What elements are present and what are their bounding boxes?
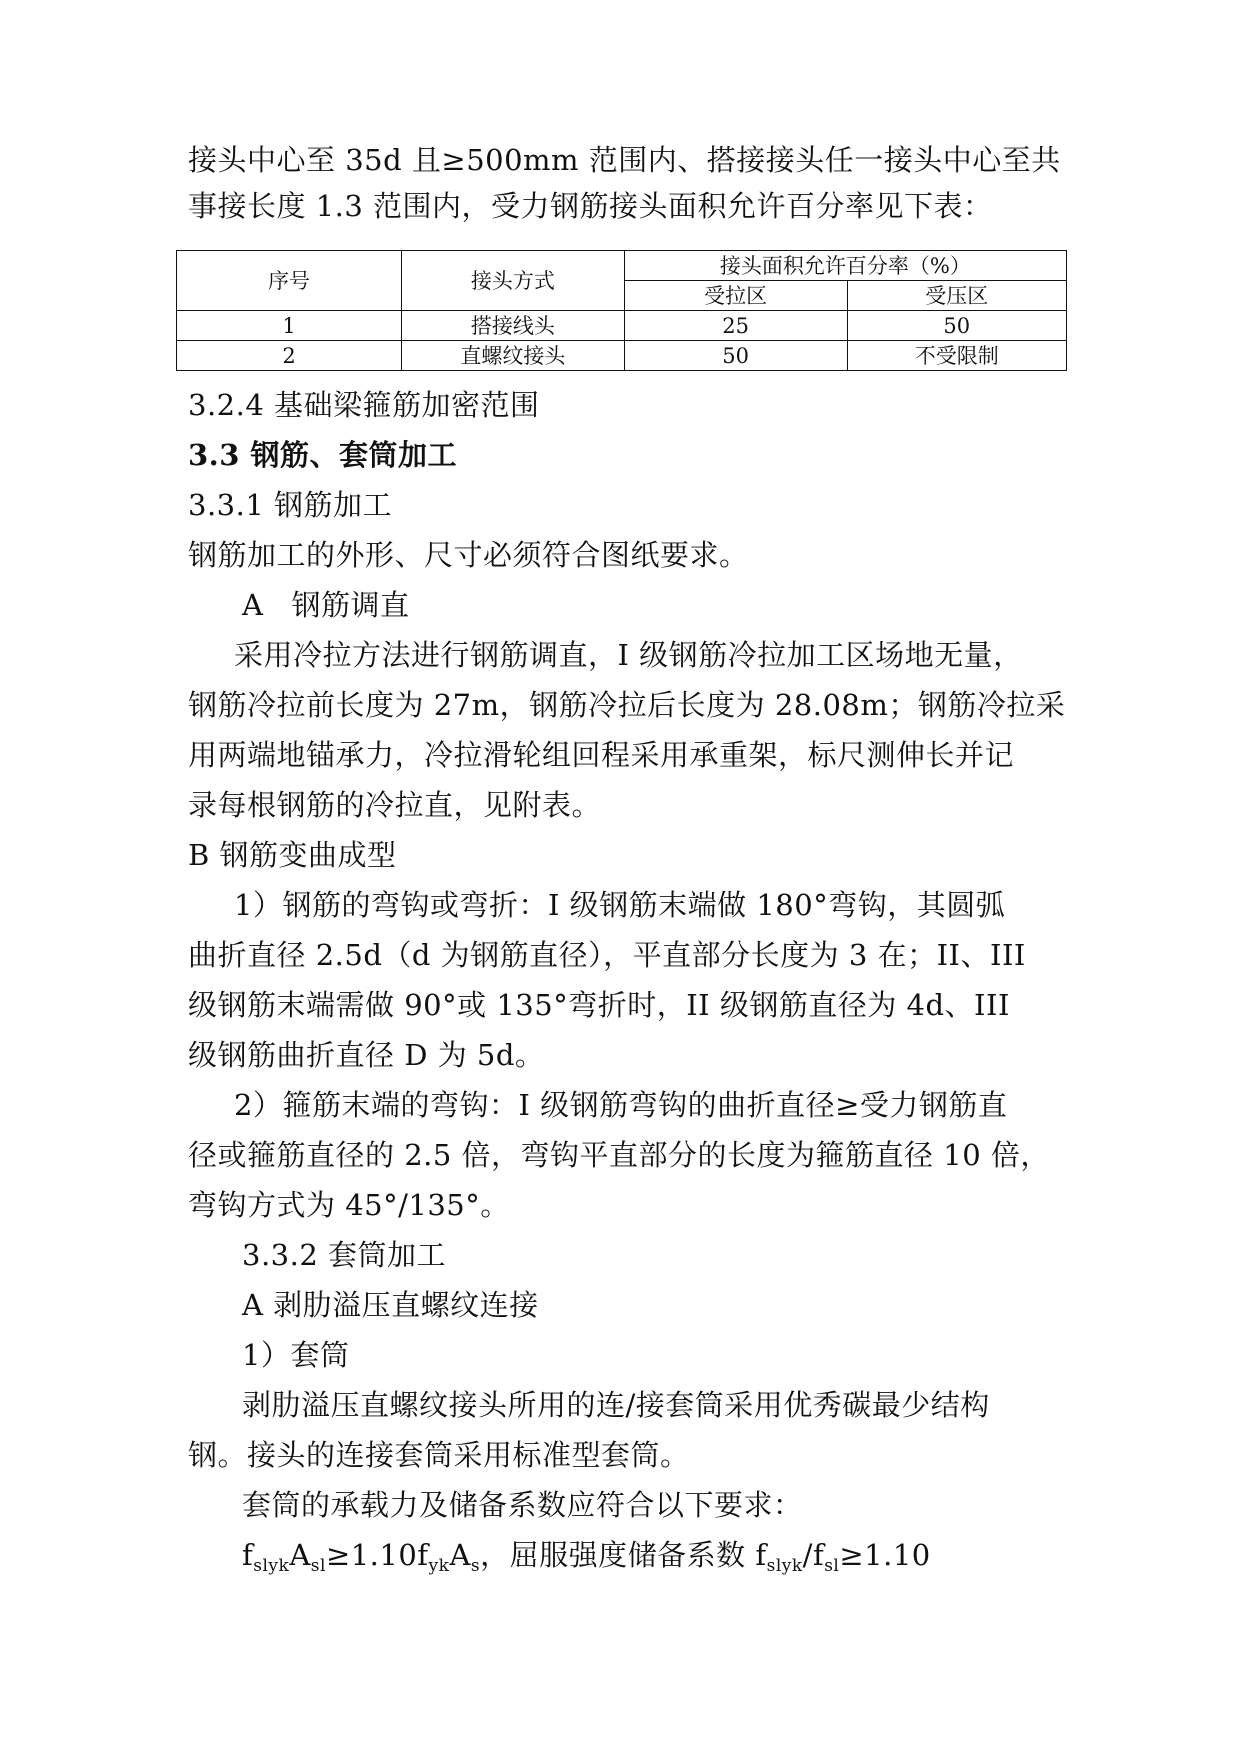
subsection-label: A [242, 588, 264, 622]
section-heading: 3.3.1 钢筋加工 [188, 488, 393, 522]
cell-compression: 不受限制 [847, 341, 1066, 371]
subsection-heading: B 钢筋变曲成型 [188, 838, 397, 872]
section-heading-bold: 3.3 钢筋、套筒加工 [188, 438, 458, 472]
formula-line: $f_{slyk}A_{sl}\ge 1.10f_{yk}A_s$，屈服强度储备系数 $f_{slyk}/f_{sl}\ge 1.10$ [242, 1538, 931, 1576]
paragraph-line: 曲折直径 2.5d（d 为钢筋直径），平直部分长度为 3 在；II、III [188, 938, 1026, 972]
paragraph-line: 钢筋冷拉前长度为 27m，钢筋冷拉后长度为 28.08m；钢筋冷拉采 [188, 688, 1066, 722]
paragraph-line: 录每根钢筋的冷拉直，见附表。 [188, 788, 602, 822]
table-row [177, 341, 1067, 371]
subsection-title: 钢筋调直 [291, 588, 410, 622]
joint-percentage-table [176, 250, 1067, 371]
header-tension: 受拉区 [624, 281, 847, 311]
header-seq: 序号 [177, 251, 402, 311]
paragraph-line: 径或箍筋直径的 2.5 倍，弯钩平直部分的长度为箍筋直径 10 倍， [188, 1138, 1050, 1172]
paragraph-line: 钢筋加工的外形、尺寸必须符合图纸要求。 [188, 538, 749, 572]
paragraph-line: 钢。接头的连接套筒采用标准型套筒。 [188, 1438, 690, 1472]
section-heading: 3.2.4 基础梁箍筋加密范围 [188, 388, 540, 422]
paragraph-line: 级钢筋曲折直径 D 为 5d。 [188, 1038, 545, 1072]
paragraph-line: 接头中心至 35d 且≥500mm 范围内、搭接接头任一接头中心至共 [188, 143, 1061, 177]
subsection-heading: 1）套筒 [242, 1338, 350, 1372]
header-compression: 受压区 [847, 281, 1066, 311]
table-row [177, 311, 1067, 341]
paragraph-line: 1）钢筋的弯钩或弯折：I 级钢筋末端做 180°弯钩，其圆弧 [234, 888, 1006, 922]
paragraph-line: 套筒的承载力及储备系数应符合以下要求： [242, 1488, 803, 1522]
subsection-heading [242, 585, 1068, 625]
section-heading: 3.3.2 套筒加工 [242, 1238, 447, 1272]
header-percent: 接头面积允许百分率（%） [624, 251, 1066, 281]
paragraph-line: 2）箍筋末端的弯钩：I 级钢筋弯钩的曲折直径≥受力钢筋直 [234, 1088, 1008, 1122]
cell-tension: 25 [624, 311, 847, 341]
paragraph-line: 采用冷拉方法进行钢筋调直，I 级钢筋冷拉加工区场地无量， [234, 638, 1023, 672]
subsection-heading: A 剥肋溢压直螺纹连接 [242, 1288, 539, 1322]
paragraph-line: 用两端地锚承力，冷拉滑轮组回程采用承重架，标尺测伸长并记 [188, 738, 1015, 772]
cell-seq: 2 [177, 341, 402, 371]
cell-method: 搭接线头 [402, 311, 625, 341]
cell-seq: 1 [177, 311, 402, 341]
cell-method: 直螺纹接头 [402, 341, 625, 371]
paragraph-line: 级钢筋末端需做 90°或 135°弯折时，II 级钢筋直径为 4d、III [188, 988, 1010, 1022]
header-method: 接头方式 [402, 251, 625, 311]
cell-tension: 50 [624, 341, 847, 371]
paragraph-line: 弯钩方式为 45°/135°。 [188, 1188, 510, 1222]
cell-compression: 50 [847, 311, 1066, 341]
paragraph-line: 事接长度 1.3 范围内，受力钢筋接头面积允许百分率见下表： [188, 189, 993, 223]
paragraph-line: 剥肋溢压直螺纹接头所用的连/接套筒采用优秀碳最少结构 [242, 1388, 990, 1422]
